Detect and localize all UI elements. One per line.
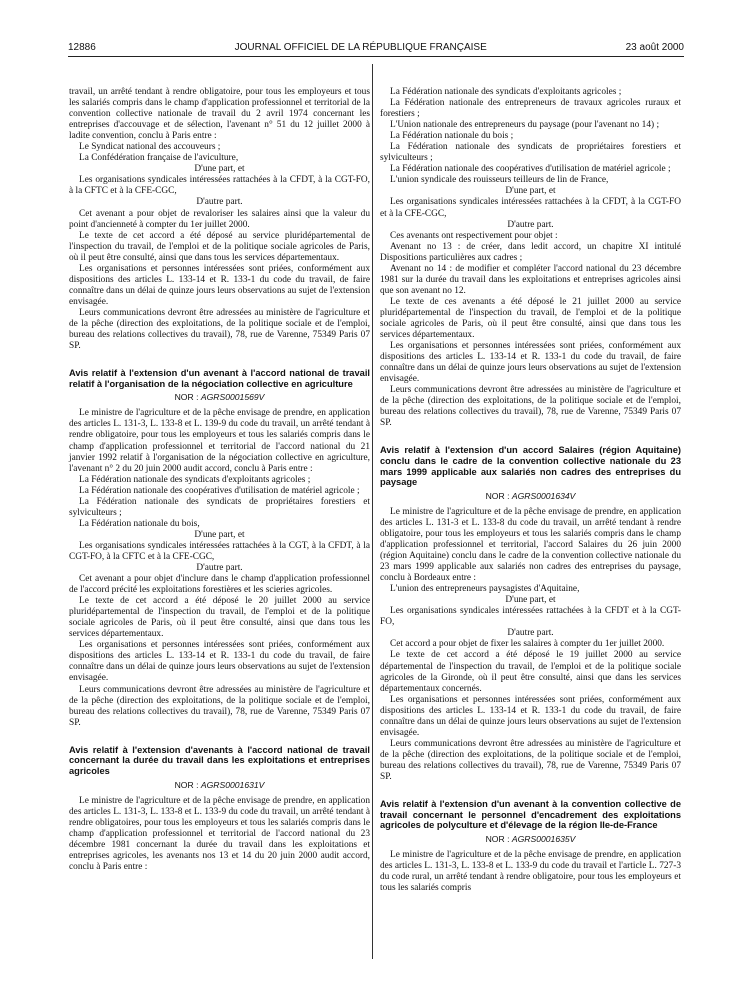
paragraph: travail, un arrêté tendant à rendre obligatoire, pour tous les employeurs et tous les salariés compris dans le champ d'application professionnel et territorial de la convention collective nationale de travail du 2 avril 1974 concernant les entreprises d'accouvage et de sélection, l'avenant n° 51 du 12 juillet 2000 à ladite convention, conclu à Paris entre :	[69, 87, 370, 142]
paragraph: D'autre part.	[507, 219, 554, 230]
nor-label: NOR :	[485, 490, 510, 501]
paragraph: Les organisations syndicales intéressées rattachées à la CFDT, à la CGT-FO et à la CFE-CGC,	[380, 197, 681, 219]
paragraph: La Fédération nationale des syndicats de propriétaires forestiers et sylviculteurs ;	[69, 496, 370, 518]
paragraph: Le texte de ces avenants a été déposé le 21 juillet 2000 au service pluridépartemental de l'inspection du travail, de l'emploi et de la politique sociale agricoles de Paris, où il peut être consulté, ainsi que dans tous les services départementaux.	[380, 296, 681, 341]
nor-label: NOR :	[485, 833, 510, 844]
column-divider	[372, 64, 373, 959]
paragraph: La Fédération nationale des entrepreneurs de travaux agricoles ruraux et forestiers ;	[380, 98, 681, 120]
notice-title: Avis relatif à l'extension d'un avenant à la convention collective de travail concernant le personnel d'encadrement des exploitations agricoles de polyculture et d'élevage de la région Ile-de-France	[380, 799, 681, 831]
paragraph: Ces avenants ont respectivement pour objet :	[390, 230, 558, 241]
page-number: 12886	[68, 41, 96, 53]
issue-date: 23 août 2000	[625, 41, 684, 53]
nor-reference	[69, 392, 370, 403]
paragraph: Leurs communications devront être adressées au ministère de l'agriculture et de la pêche (direction des exploitations, de la politique sociale et de l'emploi, bureau des relations collectives du travail), 78, rue de Varenne, 75349 Paris 07 SP.	[380, 385, 681, 429]
paragraph: D'autre part.	[196, 197, 243, 208]
paragraph: La Fédération nationale du bois,	[79, 518, 200, 529]
paragraph: L'Union nationale des entrepreneurs du paysage (pour l'avenant no 14) ;	[390, 120, 660, 131]
paragraph: La Fédération nationale des syndicats d'exploitants agricoles ;	[79, 474, 311, 485]
paragraph: D'une part, et	[194, 164, 245, 175]
paragraph: Cet avenant a pour objet d'inclure dans le champ d'application professionnel de l'accord précité les exploitations forestières et les scieries agricoles.	[69, 574, 370, 596]
paragraph: La Fédération nationale du bois ;	[390, 131, 514, 142]
paragraph: L'union syndicale des rouisseurs teilleurs de lin de France,	[390, 175, 609, 186]
paragraph: D'une part, et	[194, 529, 245, 540]
paragraph: Cet accord a pour objet de fixer les salaires à compter du 1er juillet 2000.	[390, 639, 665, 650]
left-column	[69, 87, 370, 873]
paragraph: Le texte de cet accord a été déposé le 20 juillet 2000 au service pluridépartemental de l'inspection du travail, de l'emploi et de la politique sociale agricoles de Paris, où il peut être consulté, ainsi que dans tous les services départementaux.	[69, 596, 370, 640]
paragraph: Les organisations et personnes intéressées sont priées, conformément aux dispositions des articles L. 133-14 et R. 133-1 du code du travail, de faire connaître dans un délai de quinze jours leurs observations au sujet de l'extension envisagée.	[380, 694, 681, 738]
paragraph: Le ministre de l'agriculture et de la pêche envisage de prendre, en application des articles L. 131-3, L. 133-8 et L. 139-9 du code du travail, un arrêté tendant à rendre obligatoire, pour tous les employeurs et tous les salariés compris dans le champ d'application professionnel et territorial de l'accord national du 21 janvier 1992 relatif à l'organisation de la négociation collective en agriculture, l'avenant n° 2 du 20 juin 2000 audit accord, conclu à Paris entre :	[69, 408, 370, 474]
paragraph: La Fédération nationale des syndicats de propriétaires forestiers et sylviculteurs ;	[380, 142, 681, 164]
paragraph: D'autre part.	[196, 563, 243, 574]
paragraph: D'une part, et	[505, 595, 556, 606]
notice-title: Avis relatif à l'extension d'avenants à l'accord national de travail concernant la durée du travail dans les exploitations et entreprises agricoles	[69, 744, 370, 776]
paragraph: Le ministre de l'agriculture et de la pêche envisage de prendre, en application des articles L. 131-3 et L. 133-8 du code du travail, un arrêté tendant à rendre obligatoire, pour tous les employeurs et tous les salariés compris dans le champ d'application professionnel et territorial, l'accord Salaires du 26 juin 2000 (région Aquitaine) conclu dans le cadre de la convention collective nationale du 23 mars 1999 applicable aux salariés non cadres des entreprises du paysage, conclu à Bordeaux entre :	[380, 506, 681, 584]
header-rule	[68, 56, 684, 57]
nor-code: AGRS0001635V	[511, 833, 576, 844]
nor-reference	[69, 780, 370, 791]
paragraph: Cet avenant a pour objet de revaloriser les salaires ainsi que la valeur du point d'ancienneté à compter du 1er juillet 2000.	[69, 208, 370, 230]
nor-reference	[380, 491, 681, 502]
paragraph: D'autre part.	[507, 628, 554, 639]
paragraph: Les organisations et personnes intéressées sont priées, conformément aux dispositions des articles L. 133-14 et R. 133-1 du code du travail, de faire connaître dans un délai de quinze jours leurs observations au sujet de l'extension envisagée.	[69, 263, 370, 307]
paragraph: La Fédération nationale des coopératives d'utilisation de matériel agricole ;	[79, 485, 360, 496]
paragraph: Le ministre de l'agriculture et de la pêche envisage de prendre, en application des articles L. 131-3, L. 133-8 et L. 133-9 du code du travail et l'article L. 727-3 du code rural, un arrêté tendant à rendre obligatoire, pour tous les employeurs et tous les salariés compris	[380, 849, 681, 894]
paragraph: Le texte de cet accord a été déposé au service pluridépartemental de l'inspection du travail, de l'emploi et de la politique sociale agricoles de Paris, où il peut être consulté, ainsi que dans tous les services départementaux.	[69, 230, 370, 263]
nor-code: AGRS0001631V	[200, 779, 265, 790]
paragraph: La Fédération nationale des syndicats d'exploitants agricoles ;	[390, 87, 622, 97]
paragraph: Le texte de cet accord a été déposé le 19 juillet 2000 au service départemental de l'inspection du travail, de l'emploi et de la politique sociale agricoles de la Gironde, où il peut être consulté, ainsi que dans les services départementaux concernés.	[380, 650, 681, 694]
nor-label: NOR :	[174, 392, 199, 403]
paragraph: L'union des entrepreneurs paysagistes d'Aquitaine,	[390, 584, 580, 595]
paragraph: Le Syndicat national des accouveurs ;	[79, 142, 221, 153]
paragraph: Les organisations syndicales intéressées rattachées à la CFDT et à la CGT-FO,	[380, 606, 681, 628]
paragraph: Les organisations syndicales intéressées rattachées à la CGT, à la CFDT, à la CGT-FO, à la CFTC et à la CFE-CGC,	[69, 540, 370, 562]
nor-label: NOR :	[174, 779, 199, 790]
nor-reference	[380, 834, 681, 845]
notice-title: Avis relatif à l'extension d'un avenant à l'accord national de travail relatif à l'organisation de la négociation collective en agriculture	[69, 368, 370, 389]
paragraph: La Confédération française de l'aviculture,	[79, 153, 239, 164]
nor-code: AGRS0001634V	[511, 490, 576, 501]
paragraph: Les organisations et personnes intéressées sont priées, conformément aux dispositions des articles L. 133-14 et R. 133-1 du code du travail, de faire connaître dans un délai de quinze jours leurs observations au sujet de l'extension envisagée.	[380, 341, 681, 385]
paragraph: Leurs communications devront être adressées au ministère de l'agriculture et de la pêche (direction des exploitations, de la politique sociale et de l'emploi, bureau des relations collectives du travail), 78, rue de Varenne, 75349 Paris 07 SP.	[380, 738, 681, 782]
paragraph: Les organisations syndicales intéressées rattachées à la CFDT, à la CGT-FO, à la CFTC et à la CFE-CGC,	[69, 175, 370, 197]
paragraph: La Fédération nationale des coopératives d'utilisation de matériel agricole ;	[390, 164, 671, 175]
notice-title: Avis relatif à l'extension d'un accord Salaires (région Aquitaine) conclu dans le cadre de la convention collective nationale du 23 mars 1999 applicable aux salariés non cadres des entreprises du paysage	[380, 445, 681, 488]
paragraph: Avenant no 13 : de créer, dans ledit accord, un chapitre XI intitulé Dispositions particulières aux cadres ;	[380, 241, 681, 263]
paragraph: Leurs communications devront être adressées au ministère de l'agriculture et de la pêche (direction des exploitations, de la politique sociale et de l'emploi, bureau des relations collectives du travail), 78, rue de Varenne, 75349 Paris 07 SP.	[69, 307, 370, 352]
right-column	[380, 87, 681, 894]
paragraph: Le ministre de l'agriculture et de la pêche envisage de prendre, en application des articles L. 131-3, L. 133-8 et L. 133-9 du code du travail, un arrêté tendant à rendre obligatoires, pour tous les employeurs et tous les salariés compris dans le champ d'application professionnel et territorial de l'accord national du 23 décembre 1981 concernant la durée du travail dans les exploitations et entreprises agricoles, les avenants nos 13 et 14 du 20 juin 2000 audit accord, conclu à Paris entre :	[69, 795, 370, 872]
nor-code: AGRS0001569V	[200, 392, 265, 403]
paragraph: D'une part, et	[505, 186, 556, 197]
paragraph: Avenant no 14 : de modifier et compléter l'accord national du 23 décembre 1981 sur la durée du travail dans les exploitations et entreprises agricoles ainsi que son avenant no 12.	[380, 263, 681, 296]
paragraph: Les organisations et personnes intéressées sont priées, conformément aux dispositions des articles L. 133-14 et R. 133-1 du code du travail, de faire connaître dans un délai de quinze jours leurs observations au sujet de l'extension envisagée.	[69, 640, 370, 684]
page-header	[68, 40, 684, 54]
paragraph: Leurs communications devront être adressées au ministère de l'agriculture et de la pêche (direction des exploitations, de la politique sociale et de l'emploi, bureau des relations collectives du travail), 78, rue de Varenne, 75349 Paris 07 SP.	[69, 684, 370, 728]
journal-title: JOURNAL OFFICIEL DE LA RÉPUBLIQUE FRANÇAISE	[234, 41, 487, 53]
